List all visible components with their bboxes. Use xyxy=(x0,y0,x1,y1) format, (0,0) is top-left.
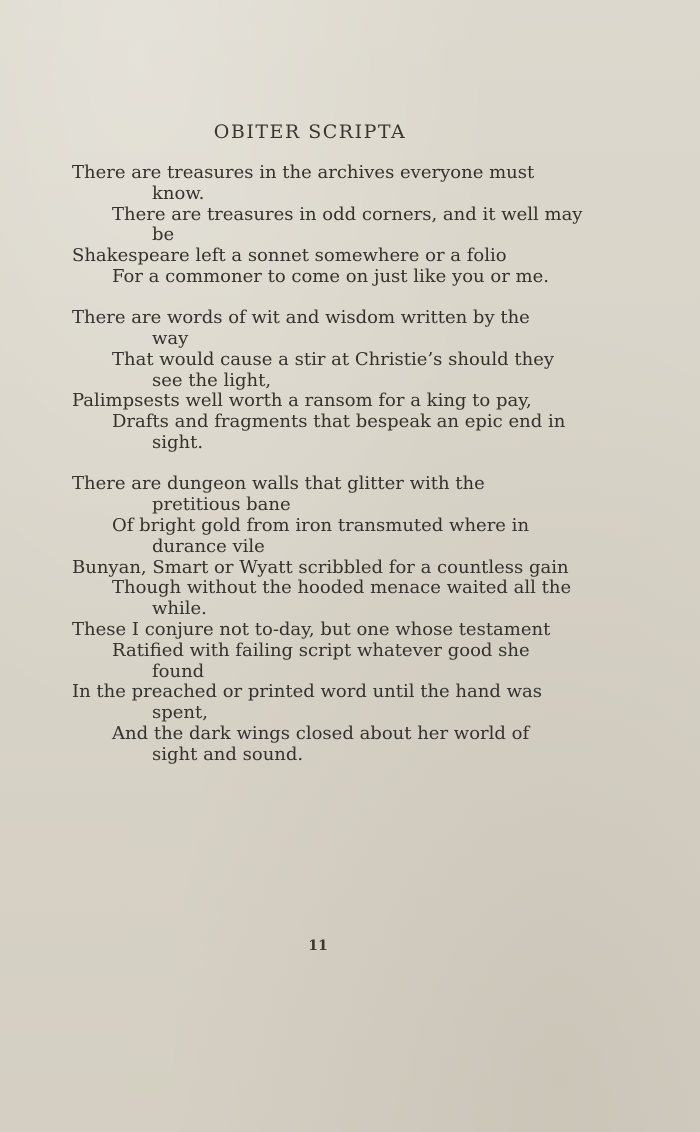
poem-line: Shakespeare left a sonnet somewhere or a folio xyxy=(72,245,507,267)
poem-line: There are treasures in odd corners, and it well may xyxy=(112,203,583,225)
poem-line: Of bright gold from iron transmuted where in xyxy=(112,514,530,536)
poem-line: Bunyan, Smart or Wyatt scribbled for a countless gain xyxy=(72,556,569,578)
poem-line: In the preached or printed word until the hand was xyxy=(72,681,542,703)
poem-line: For a commoner to come on just like you or me. xyxy=(112,265,549,287)
poem-line: These I conjure not to-day, but one whose testament xyxy=(72,618,551,640)
poem-body xyxy=(72,162,583,766)
poem-line: Drafts and fragments that bespeak an epic end in xyxy=(112,411,566,433)
page-number: 11 xyxy=(308,938,328,954)
poem-line: Palimpsests well worth a ransom for a king to pay, xyxy=(72,390,532,412)
poem-line-continuation: be xyxy=(152,224,175,246)
poem-line-continuation: found xyxy=(152,660,205,682)
poem-line-continuation: while. xyxy=(152,598,207,620)
poem-line: There are words of wit and wisdom written by the xyxy=(72,307,530,329)
poem-line: Ratified with failing script whatever good she xyxy=(112,639,530,661)
stanza-3 xyxy=(72,474,572,765)
poem-line-continuation: way xyxy=(152,328,189,350)
poem-line-continuation: pretitious bane xyxy=(152,494,291,516)
stanza-2 xyxy=(72,308,572,454)
poem-title: OBITER SCRIPTA xyxy=(213,121,407,143)
poem-line: There are dungeon walls that glitter with the xyxy=(72,473,485,495)
poem-line-continuation: know. xyxy=(152,182,205,204)
stanza-1 xyxy=(72,162,583,288)
poem-line: And the dark wings closed about her world of xyxy=(112,722,530,744)
poem-line-continuation: see the light, xyxy=(152,369,272,391)
poem-line-continuation: durance vile xyxy=(152,535,265,557)
poem-line: That would cause a stir at Christie’s should they xyxy=(112,348,555,370)
poem-line-continuation: spent, xyxy=(152,702,208,724)
poem-line: There are treasures in the archives everyone must xyxy=(72,162,535,183)
poem-line-continuation: sight and sound. xyxy=(152,743,304,765)
poem-line-continuation: sight. xyxy=(152,432,204,454)
poem-line: Though without the hooded menace waited all the xyxy=(112,577,572,599)
